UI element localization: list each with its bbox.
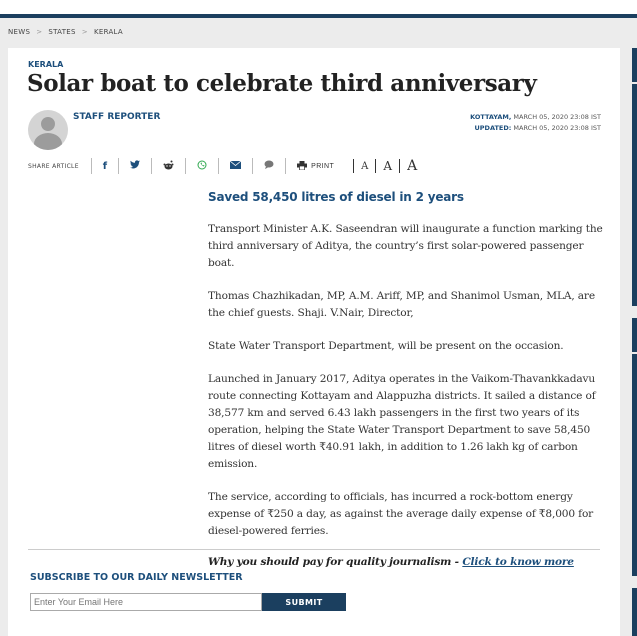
article-paragraph: Transport Minister A.K. Saseendran will inaugurate a function marking the third anniversary of Aditya, the country’s first solar-powered passenger boat. — [208, 223, 603, 269]
article-kicker: Saved 58,450 litres of diesel in 2 years — [208, 190, 464, 204]
print-button[interactable] — [285, 158, 345, 174]
author-name[interactable]: STAFF REPORTER — [73, 112, 161, 122]
article-paragraph: Launched in January 2017, Aditya operates in the Vaikom-Thavankkadavu route connecting Kottayam and Alappuzha districts. It sailed a distance of 38,577 km and served 6.43 lakh passengers in the first two years of its operation, helping the State Water Transport Department to save 58,450 litres of diesel worth ₹40.91 lakh, in addition to 1.26 lakh kg of carbon emission. — [208, 373, 596, 470]
breadcrumb-kerala[interactable]: KERALA — [93, 28, 123, 36]
newsletter-email-input[interactable] — [30, 593, 262, 611]
right-rail — [632, 48, 637, 636]
share-label: SHARE ARTICLE — [28, 162, 79, 170]
dateline — [470, 112, 601, 134]
dateline-city: KOTTAYAM, — [470, 113, 512, 121]
click-to-know-more-link[interactable]: Click to know more — [462, 556, 574, 568]
right-rail-segment — [632, 588, 637, 636]
email-share-button[interactable] — [218, 158, 252, 174]
facebook-share-button[interactable] — [91, 158, 118, 174]
article-paragraph: The service, according to officials, has incurred a rock-bottom energy expense of ₹250 a day, as against the average daily expense of ₹8,000 for diesel-powered ferries. — [208, 491, 594, 537]
reddit-icon — [163, 160, 174, 173]
twitter-share-button[interactable] — [118, 158, 151, 174]
right-rail-segment — [632, 84, 637, 306]
facebook-icon: f — [102, 160, 108, 172]
font-size-small-button[interactable]: A — [353, 159, 375, 173]
avatar-body — [34, 133, 62, 150]
whatsapp-icon — [197, 160, 207, 173]
site-header-bar — [0, 0, 637, 18]
updated-date: MARCH 05, 2020 23:08 IST — [513, 124, 601, 132]
article-paragraph: Thomas Chazhikadan, MP, A.M. Ariff, MP, and Shanimol Usman, MLA, are the chief guests. Shaji. V.Nair, Director, — [208, 290, 595, 319]
twitter-icon — [130, 160, 140, 172]
font-size-medium-button[interactable]: A — [375, 159, 399, 173]
breadcrumb-news[interactable]: NEWS — [8, 28, 31, 36]
share-bar — [28, 158, 424, 174]
author-avatar — [28, 110, 68, 150]
breadcrumb-states[interactable]: STATES — [48, 28, 76, 36]
font-size-large-button[interactable]: A — [399, 159, 424, 173]
right-rail-segment — [632, 354, 637, 576]
newsletter-submit-button[interactable]: SUBMIT — [262, 593, 346, 611]
updated-label: UPDATED: — [474, 124, 512, 132]
article-headline: Solar boat to celebrate third anniversary — [27, 70, 537, 97]
pay-for-journalism-cta — [208, 556, 612, 568]
pay-cta-text: Why you should pay for quality journalism - — [208, 556, 463, 568]
section-divider — [28, 549, 600, 550]
right-rail-segment — [632, 48, 637, 82]
print-label: PRINT — [311, 162, 335, 170]
reddit-share-button[interactable] — [151, 158, 185, 174]
updated-line — [470, 123, 601, 134]
comment-icon — [264, 160, 274, 172]
right-rail-segment — [632, 318, 637, 352]
published-line — [470, 112, 601, 123]
avatar-head — [41, 117, 55, 131]
comment-button[interactable] — [252, 158, 285, 174]
email-icon — [230, 161, 241, 172]
breadcrumb-separator: > — [81, 28, 88, 36]
print-icon — [297, 161, 307, 172]
breadcrumb — [8, 28, 123, 36]
whatsapp-share-button[interactable] — [185, 158, 218, 174]
published-date: MARCH 05, 2020 23:08 IST — [513, 113, 601, 121]
newsletter-title: SUBSCRIBE TO OUR DAILY NEWSLETTER — [30, 572, 243, 583]
article-body — [208, 190, 612, 568]
breadcrumb-separator: > — [36, 28, 43, 36]
article-paragraph: State Water Transport Department, will be present on the occasion. — [208, 340, 564, 352]
section-tag[interactable]: KERALA — [28, 60, 64, 69]
article-card — [8, 48, 620, 636]
